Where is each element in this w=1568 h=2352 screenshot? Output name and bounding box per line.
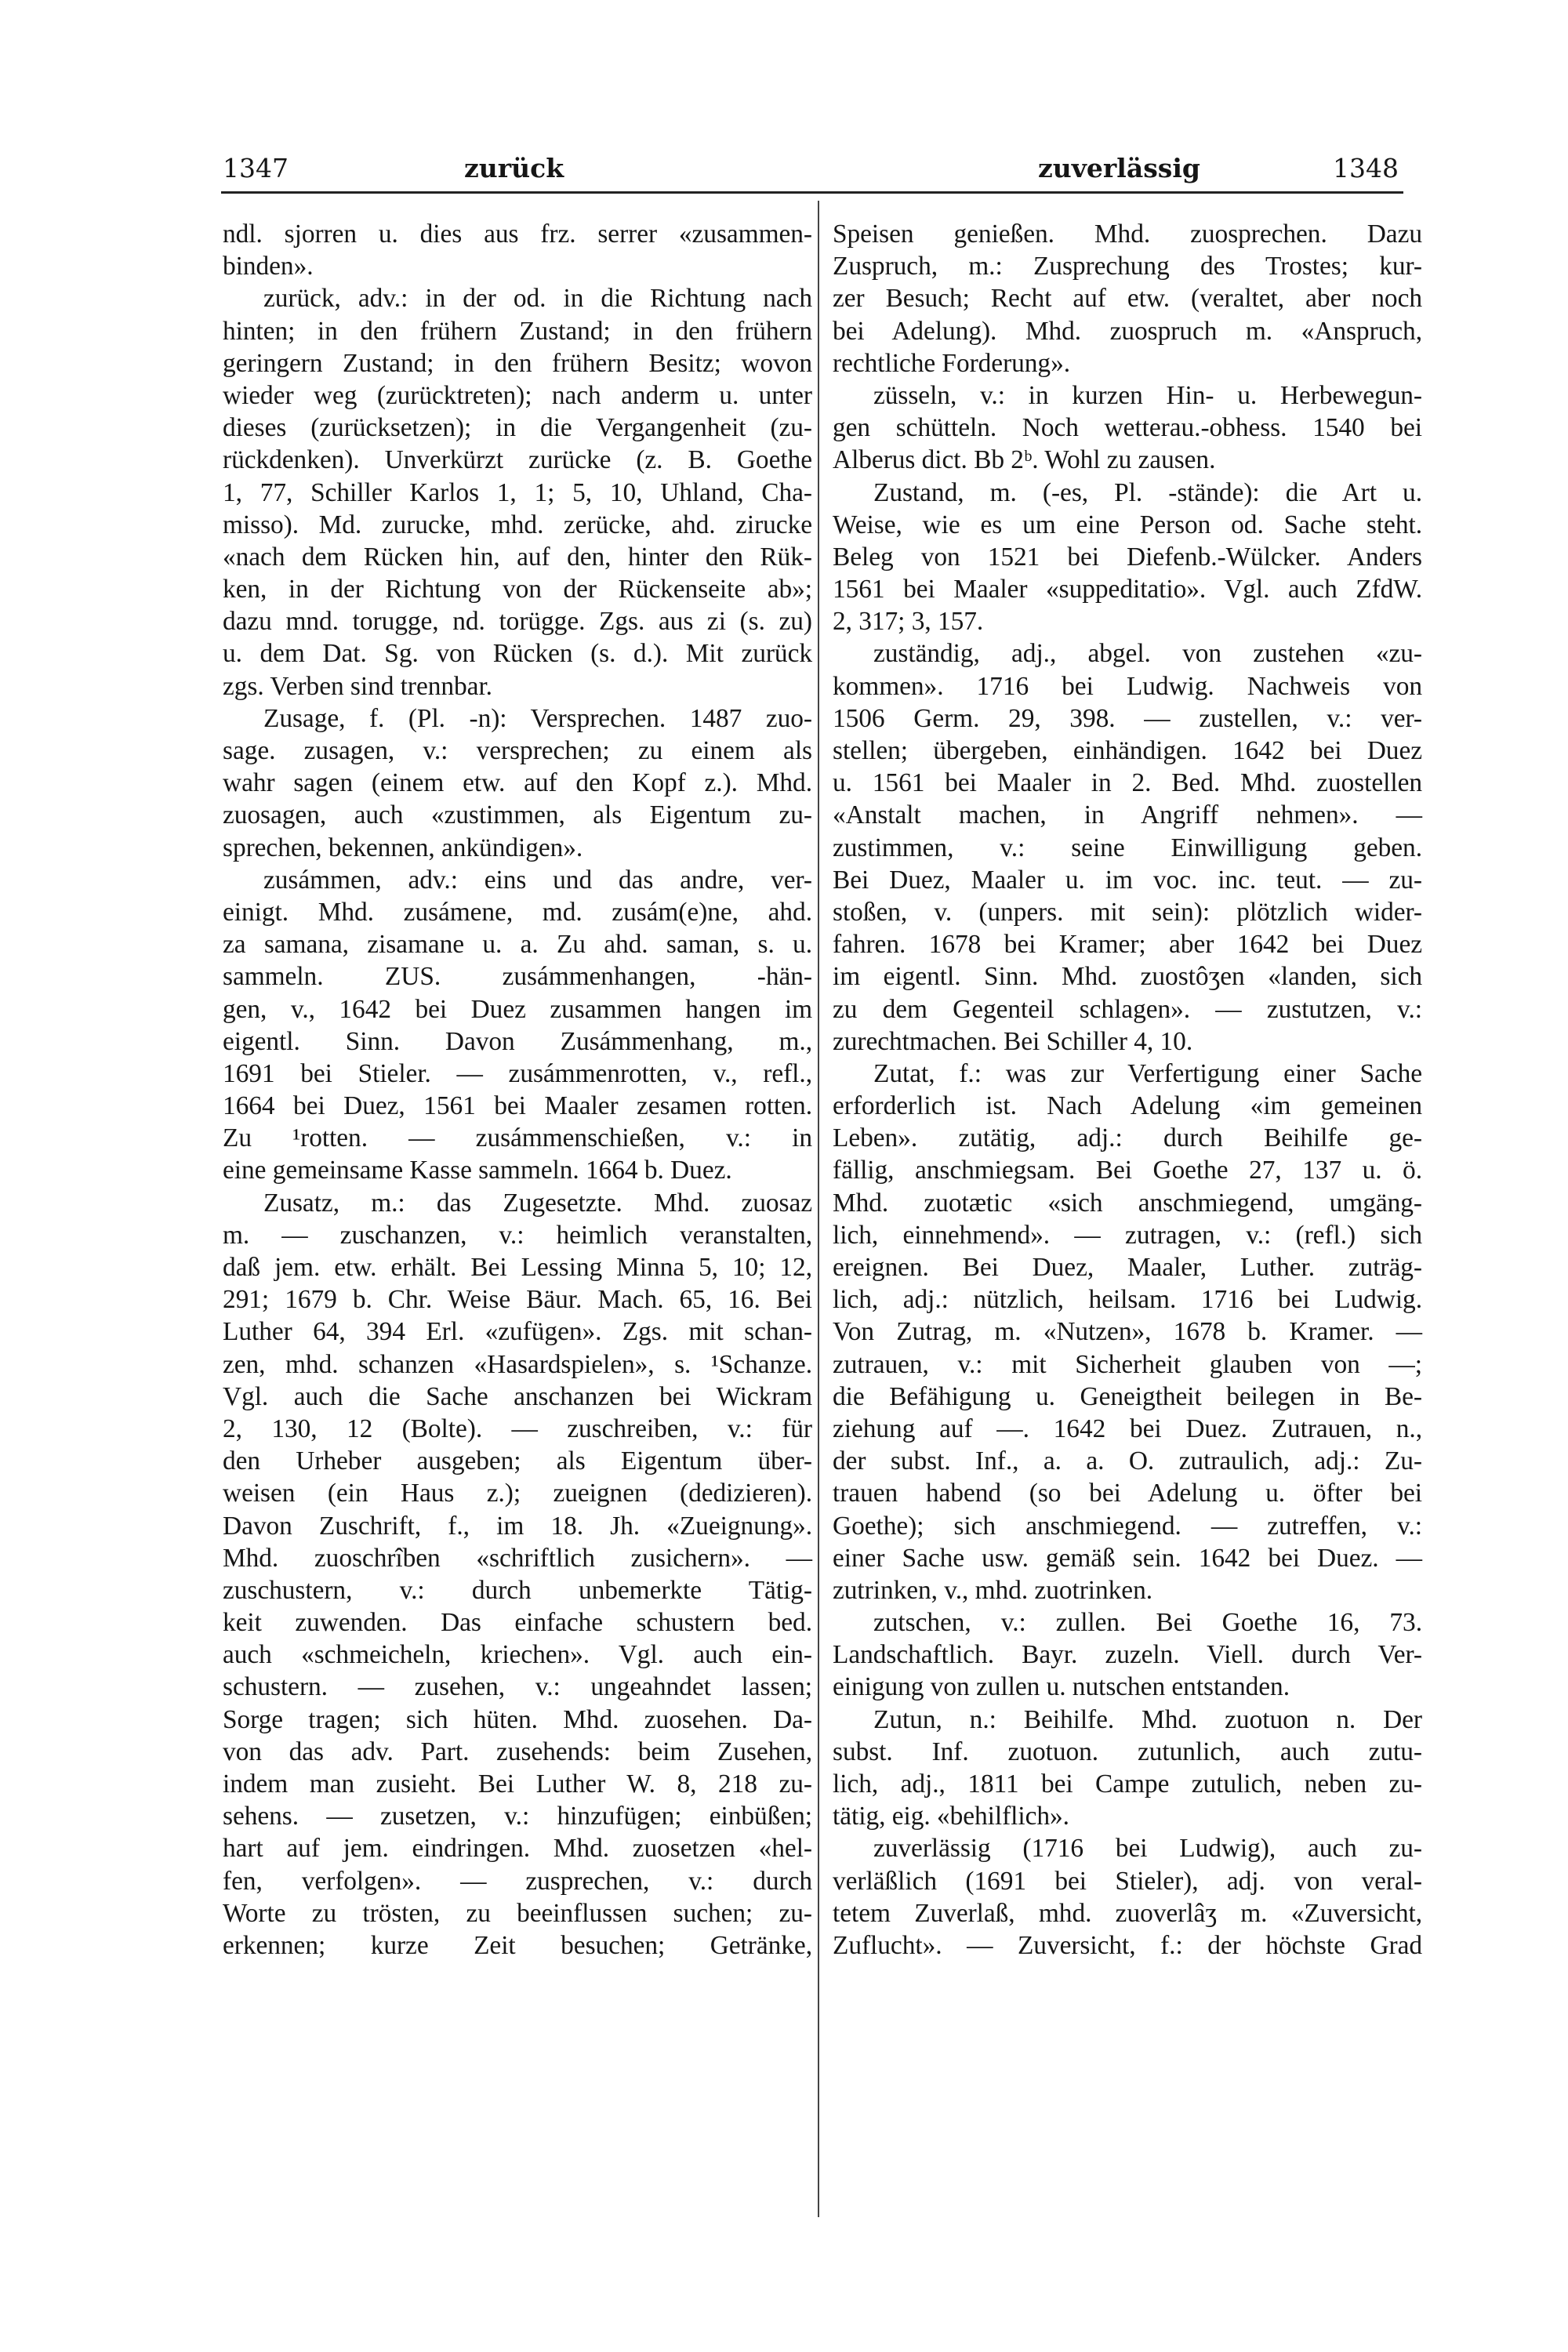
text-line: 2, 317; 3, 157.	[833, 607, 984, 637]
text-line: zu dem Gegenteil schlagen». — zustutzen, v.:	[833, 994, 1422, 1024]
text-line: ndl. sjorren u. dies aus frz. serrer «zusammen-	[223, 220, 812, 249]
text-line: fahren. 1678 bei Kramer; aber 1642 bei Duez	[833, 930, 1422, 960]
text-line: zutrinken, v., mhd. zuotrinken.	[833, 1575, 1153, 1605]
text-line: Beleg von 1521 bei Diefenb.-Wülcker. Anders	[833, 542, 1422, 572]
text-line: lich, adj., 1811 bei Campe zutulich, neben zu-	[833, 1769, 1422, 1798]
text-line: Zuspruch, m.: Zusprechung des Trostes; kur-	[833, 252, 1422, 281]
text-line: Goethe); sich anschmiegend. — zutreffen, v.:	[833, 1511, 1422, 1541]
text-line: zurück, adv.: in der od. in die Richtung nach	[263, 284, 812, 314]
text-line: keit zuwenden. Das einfache schustern bed.	[223, 1608, 812, 1638]
text-line: Bei Duez, Maaler u. im voc. inc. teut. — zu-	[833, 865, 1422, 895]
text-line: 1506 Germ. 29, 398. — zustellen, v.: ver-	[833, 703, 1422, 733]
text-line: ereignen. Bei Duez, Maaler, Luther. zuträg-	[833, 1253, 1422, 1282]
text-line: verläßlich (1691 bei Stieler), adj. von veral-	[833, 1866, 1422, 1896]
text-line: 1561 bei Maaler «suppeditatio». Vgl. auch ZfdW.	[833, 575, 1422, 604]
text-line: zgs. Verben sind trennbar.	[223, 671, 492, 701]
text-line: u. dem Dat. Sg. von Rücken (s. d.). Mit zurück	[223, 639, 812, 669]
text-line: daß jem. etw. erhält. Bei Lessing Minna 5, 10; 12,	[223, 1253, 812, 1282]
text-line: hart auf jem. eindringen. Mhd. zuosetzen «hel-	[223, 1834, 812, 1864]
text-line: stellen; übergeben, einhändigen. 1642 bei Duez	[833, 736, 1422, 765]
text-line: Vgl. auch die Sache anschanzen bei Wickram	[223, 1381, 812, 1411]
text-line: zuständig, adj., abgel. von zustehen «zu-	[873, 639, 1422, 669]
text-line: fen, verfolgen». — zusprechen, v.: durch	[223, 1866, 812, 1896]
text-line: Zu ¹rotten. — zusámmenschießen, v.: in	[223, 1123, 812, 1153]
text-line: u. 1561 bei Maaler in 2. Bed. Mhd. zuostellen	[833, 768, 1422, 798]
text-line: zutrauen, v.: mit Sicherheit glauben von —;	[833, 1349, 1422, 1379]
text-line: hinten; in den frühern Zustand; in den frühern	[223, 316, 812, 346]
text-line: zen, mhd. schanzen «Hasardspielen», s. ¹Schanze.	[223, 1349, 812, 1379]
text-line: binden».	[223, 252, 314, 281]
text-line: ken, in der Richtung von der Rückenseite ab»;	[223, 575, 812, 604]
text-line: Landschaftlich. Bayr. zuzeln. Viell. durch Ver-	[833, 1640, 1422, 1670]
text-line: sehens. — zusetzen, v.: hinzufügen; einbüßen;	[223, 1802, 812, 1831]
text-line: sprechen, bekennen, ankündigen».	[223, 833, 583, 862]
text-line: Mhd. zuoschrîben «schriftlich zusichern». —	[223, 1543, 812, 1573]
text-line: indem man zusieht. Bei Luther W. 8, 218 zu-	[223, 1769, 812, 1798]
text-line: rechtliche Forderung».	[833, 348, 1071, 378]
text-line: lich, einnehmend». — zutragen, v.: (refl.) sich	[833, 1220, 1422, 1250]
text-line: einigung von zullen u. nutschen entstanden.	[833, 1672, 1290, 1702]
column-divider	[818, 201, 819, 2217]
text-line: 1664 bei Duez, 1561 bei Maaler zesamen rotten.	[223, 1091, 812, 1121]
text-line: stoßen, v. (unpers. mit sein): plötzlich wider-	[833, 897, 1422, 927]
text-line: zutschen, v.: zullen. Bei Goethe 16, 73.	[873, 1608, 1422, 1638]
text-line: Luther 64, 394 Erl. «zufügen». Zgs. mit schan-	[223, 1317, 812, 1347]
text-line: Zutat, f.: was zur Verfertigung einer Sache	[873, 1058, 1422, 1088]
text-line: Zusage, f. (Pl. -n): Versprechen. 1487 zuo-	[263, 703, 812, 733]
text-line: weisen (ein Haus z.); zueignen (dedizieren).	[223, 1479, 812, 1508]
text-line: wahr sagen (einem etw. auf den Kopf z.). Mhd.	[223, 768, 812, 798]
text-line: bei Adelung). Mhd. zuospruch m. «Anspruch,	[833, 316, 1422, 346]
text-line: trauen habend (so bei Adelung u. öfter bei	[833, 1479, 1422, 1508]
text-line: einer Sache usw. gemäß sein. 1642 bei Duez. —	[833, 1543, 1422, 1573]
text-line: Leben». zutätig, adj.: durch Beihilfe ge-	[833, 1123, 1422, 1153]
page-header	[221, 151, 1403, 191]
text-line: zer Besuch; Recht auf etw. (veraltet, aber noch	[833, 284, 1422, 314]
text-line: dieses (zurücksetzen); in die Vergangenheit (zu-	[223, 413, 812, 443]
text-line: züsseln, v.: in kurzen Hin- u. Herbewegun-	[873, 380, 1422, 410]
left-column	[223, 218, 812, 1962]
text-line: Alberus dict. Bb 2ᵇ. Wohl zu zausen.	[833, 445, 1216, 475]
text-line: «Anstalt machen, in Angriff nehmen». —	[833, 800, 1422, 830]
text-line: ziehung auf —. 1642 bei Duez. Zutrauen, n.,	[833, 1414, 1422, 1443]
text-line: der subst. Inf., a. a. O. zutraulich, adj.: Zu-	[833, 1446, 1422, 1476]
text-line: zurechtmachen. Bei Schiller 4, 10.	[833, 1026, 1193, 1056]
text-line: geringern Zustand; in den frühern Besitz; wovon	[223, 348, 812, 378]
text-line: sammeln. ZUS. zusámmenhangen, -hän-	[223, 962, 812, 992]
text-line: auch «schmeicheln, kriechen». Vgl. auch ein-	[223, 1640, 812, 1670]
text-line: gen, v., 1642 bei Duez zusammen hangen im	[223, 994, 812, 1024]
text-line: za samana, zisamane u. a. Zu ahd. saman, s. u.	[223, 930, 812, 960]
text-line: Davon Zuschrift, f., im 18. Jh. «Zueignung».	[223, 1511, 812, 1541]
text-line: subst. Inf. zuotuon. zutunlich, auch zutu-	[833, 1737, 1422, 1766]
text-line: Sorge tragen; sich hüten. Mhd. zuosehen. Da-	[223, 1704, 812, 1734]
text-line: misso). Md. zurucke, mhd. zerücke, ahd. zirucke	[223, 510, 812, 539]
text-line: 1691 bei Stieler. — zusámmenrotten, v., refl.,	[223, 1058, 812, 1088]
text-line: eine gemeinsame Kasse sammeln. 1664 b. Duez.	[223, 1156, 732, 1185]
text-line: Zuflucht». — Zuversicht, f.: der höchste Grad	[833, 1930, 1422, 1960]
text-line: einigt. Mhd. zusámene, md. zusám(e)ne, ahd.	[223, 897, 812, 927]
text-line: die Befähigung u. Geneigtheit beilegen in Be-	[833, 1381, 1422, 1411]
text-line: zuschustern, v.: durch unbemerkte Tätig-	[223, 1575, 812, 1605]
text-line: m. — zuschanzen, v.: heimlich veranstalten,	[223, 1220, 812, 1250]
text-line: schustern. — zusehen, v.: ungeahndet lassen;	[223, 1672, 812, 1702]
text-line: zustimmen, v.: seine Einwilligung geben.	[833, 833, 1422, 862]
text-line: Zusatz, m.: das Zugesetzte. Mhd. zuosaz	[263, 1188, 812, 1218]
text-line: eigentl. Sinn. Davon Zusámmenhang, m.,	[223, 1026, 812, 1056]
text-line: dazu mnd. torugge, nd. torügge. Zgs. aus zi (s. zu)	[223, 607, 812, 637]
text-line: Von Zutrag, m. «Nutzen», 1678 b. Kramer. —	[833, 1317, 1422, 1347]
text-line: zusámmen, adv.: eins und das andre, ver-	[263, 865, 812, 895]
text-line: gen schütteln. Noch wetterau.-obhess. 1540 bei	[833, 413, 1422, 443]
left-running-head: zurück	[464, 153, 564, 183]
text-line: tetem Zuverlaß, mhd. zuoverlâʒ m. «Zuversicht,	[833, 1898, 1422, 1928]
text-line: Speisen genießen. Mhd. zuosprechen. Dazu	[833, 220, 1422, 249]
text-line: lich, adj.: nützlich, heilsam. 1716 bei Ludwig.	[833, 1285, 1422, 1315]
right-column	[833, 218, 1422, 1962]
text-line: tätig, eig. «behilflich».	[833, 1802, 1069, 1831]
text-line: Worte zu trösten, zu beeinflussen suchen; zu-	[223, 1898, 812, 1928]
left-page-number: 1347	[223, 153, 289, 183]
text-line: «nach dem Rücken hin, auf den, hinter den Rük-	[223, 542, 812, 572]
text-line: den Urheber ausgeben; als Eigentum über-	[223, 1446, 812, 1476]
text-line: zuosagen, auch «zustimmen, als Eigentum zu-	[223, 800, 812, 830]
text-line: erkennen; kurze Zeit besuchen; Getränke,	[223, 1930, 812, 1960]
text-line: im eigentl. Sinn. Mhd. zuostôʒen «landen, sich	[833, 962, 1422, 992]
text-line: Zutun, n.: Beihilfe. Mhd. zuotuon n. Der	[873, 1704, 1422, 1734]
text-line: 1, 77, Schiller Karlos 1, 1; 5, 10, Uhland, Cha-	[223, 477, 812, 507]
text-line: sage. zusagen, v.: versprechen; zu einem als	[223, 736, 812, 765]
text-line: kommen». 1716 bei Ludwig. Nachweis von	[833, 671, 1422, 701]
text-line: 2, 130, 12 (Bolte). — zuschreiben, v.: für	[223, 1414, 812, 1443]
text-line: erforderlich ist. Nach Adelung «im gemeinen	[833, 1091, 1422, 1121]
text-line: wieder weg (zurücktreten); nach anderm u. unter	[223, 380, 812, 410]
text-line: zuverlässig (1716 bei Ludwig), auch zu-	[873, 1834, 1422, 1864]
right-page-number: 1348	[1333, 153, 1399, 183]
text-line: Mhd. zuotætic «sich anschmiegend, umgäng-	[833, 1188, 1422, 1218]
text-line: Weise, wie es um eine Person od. Sache steht.	[833, 510, 1422, 539]
text-line: rückdenken). Unverkürzt zurücke (z. B. Goethe	[223, 445, 812, 475]
text-line: von das adv. Part. zusehends: beim Zusehen,	[223, 1737, 812, 1766]
right-running-head: zuverlässig	[1038, 153, 1200, 183]
text-line: Zustand, m. (-es, Pl. -stände): die Art u.	[873, 477, 1422, 507]
header-rule	[221, 191, 1403, 194]
text-line: fällig, anschmiegsam. Bei Goethe 27, 137 u. ö.	[833, 1156, 1422, 1185]
text-line: 291; 1679 b. Chr. Weise Bäur. Mach. 65, 16. Bei	[223, 1285, 812, 1315]
